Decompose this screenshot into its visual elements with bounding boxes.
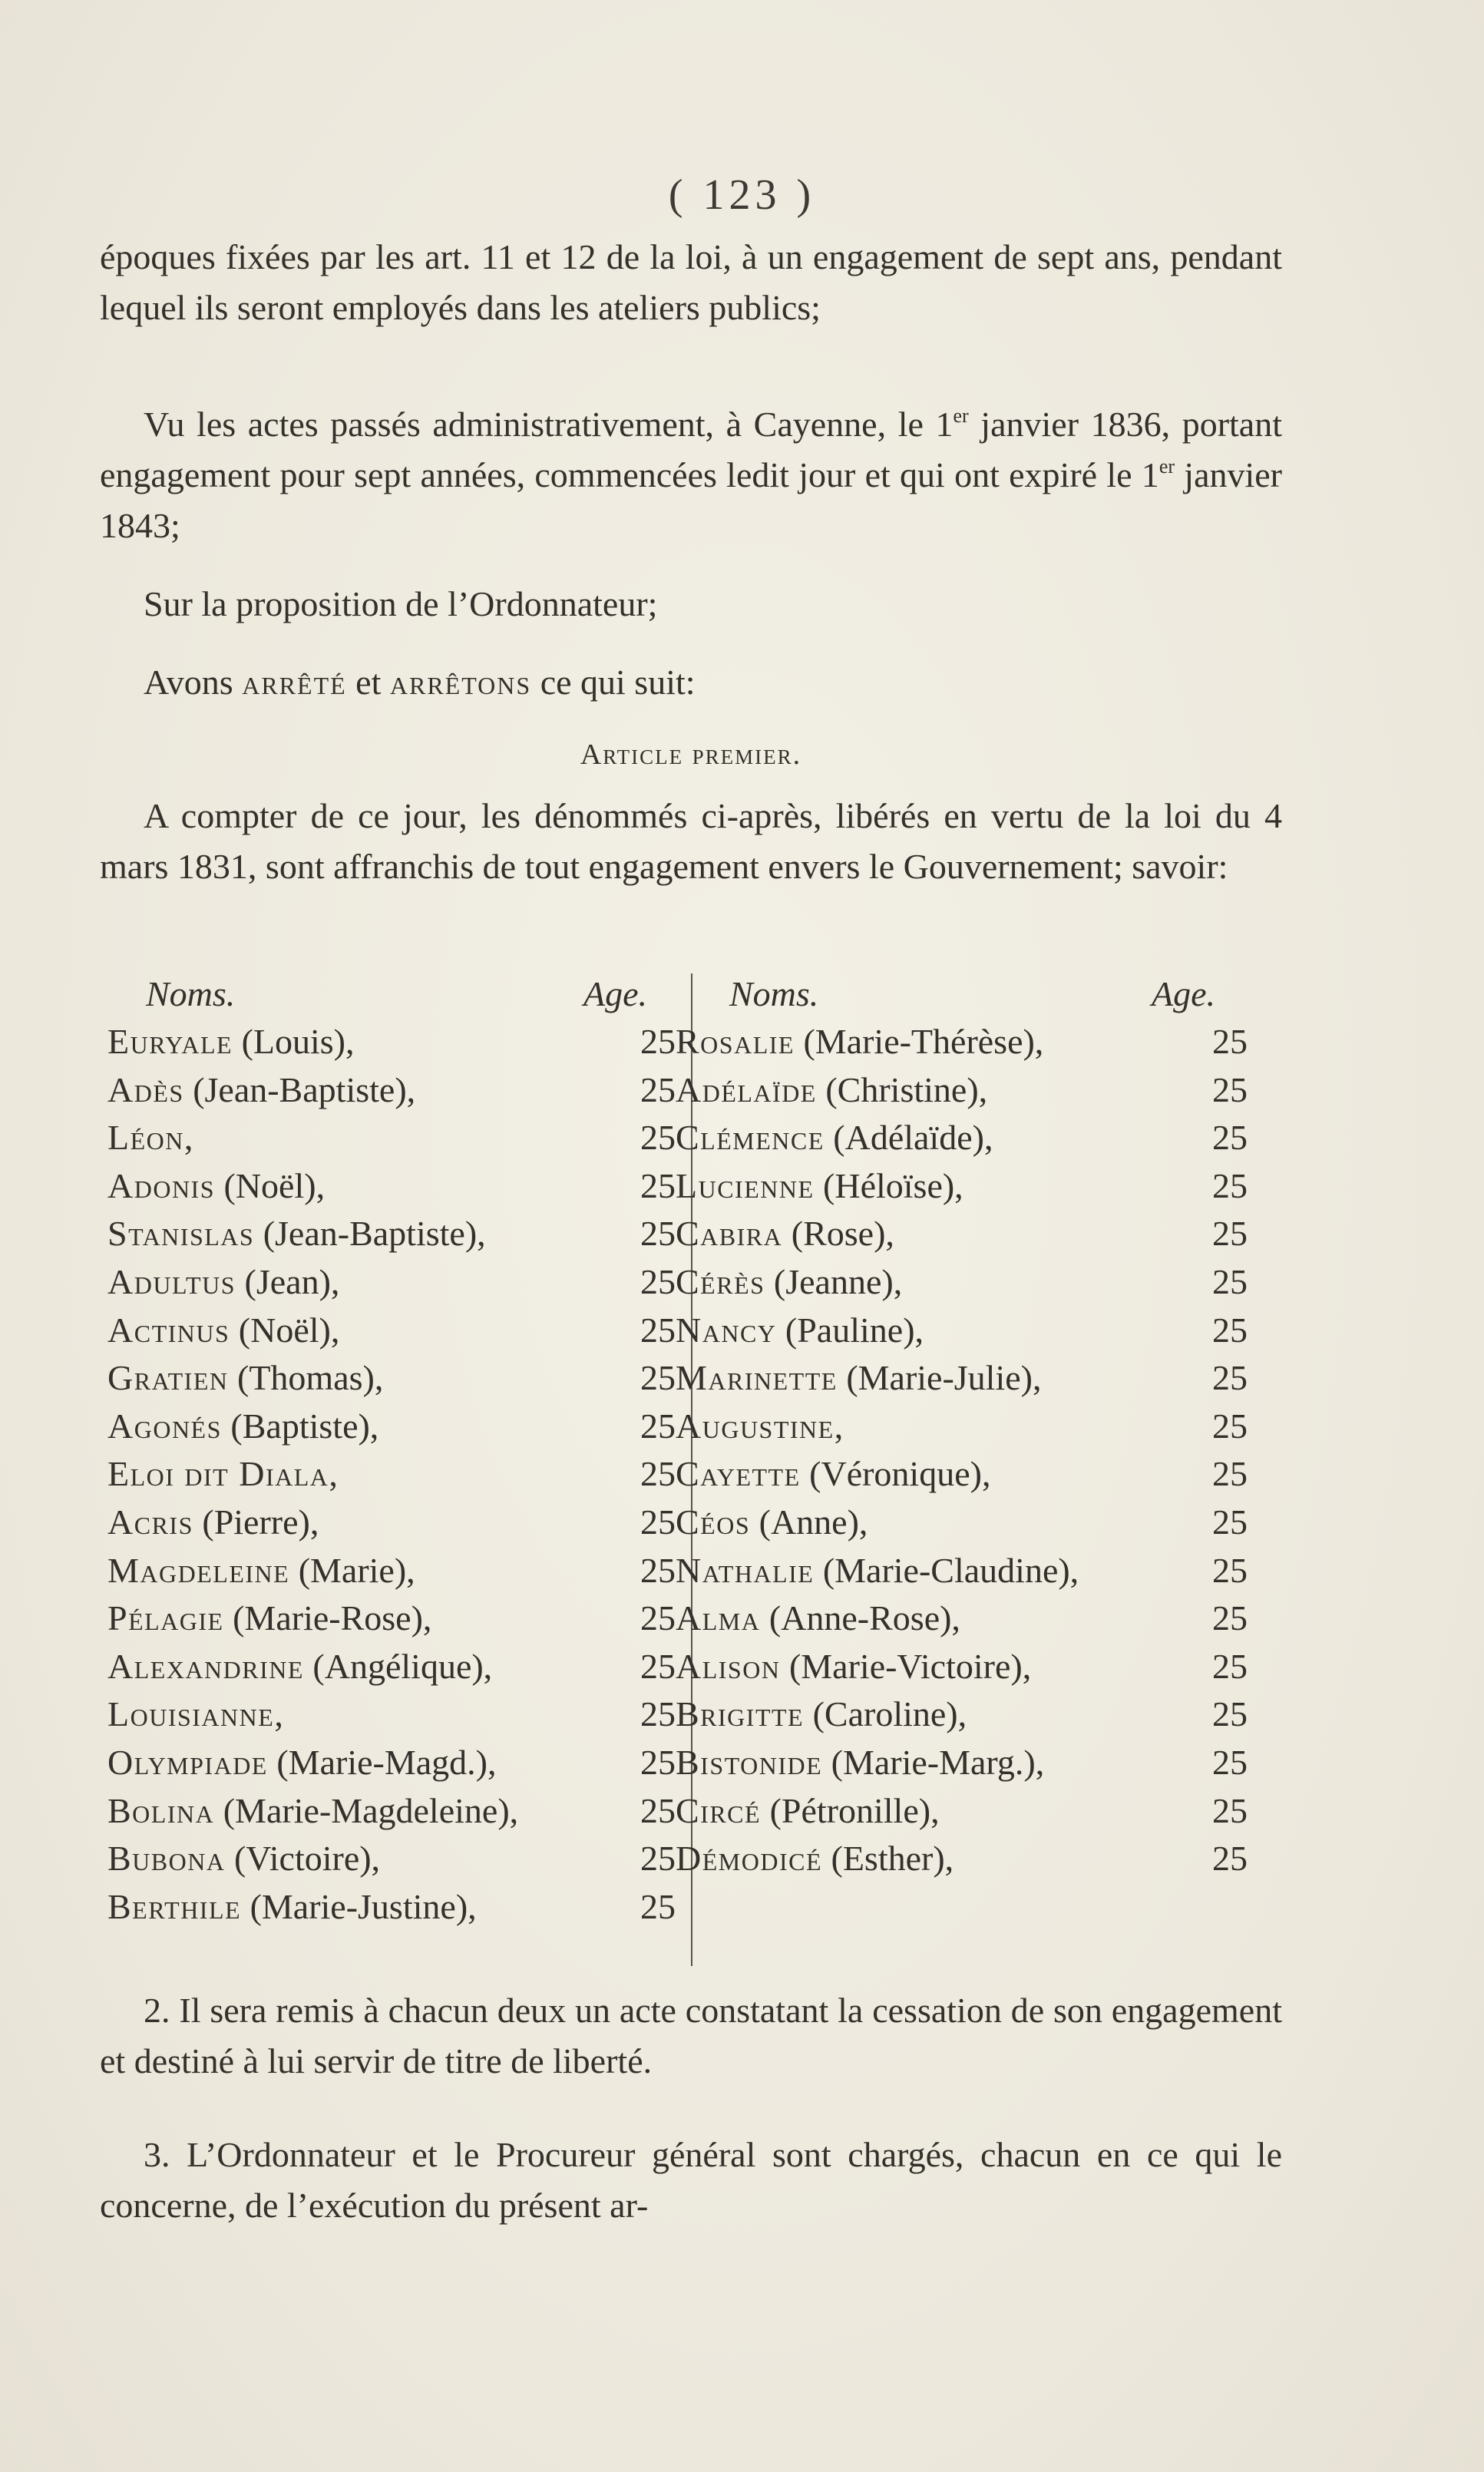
person-name [107,1406,630,1446]
person-given-name: (Esther), [822,1839,954,1879]
person-name [107,1310,630,1350]
person-name [107,1886,630,1927]
person-given-name: (Marie-Claudine), [814,1550,1079,1590]
name-row [676,1646,1248,1694]
name-row [676,1598,1248,1646]
name-row [676,1213,1248,1261]
person-surname: Agonés [107,1406,222,1446]
person-surname: Euryale [107,1022,233,1061]
person-name [676,1310,1201,1350]
person-age: 25 [640,1261,676,1301]
person-name [107,1742,630,1783]
name-row [676,1406,1248,1454]
person-surname: Alexandrine [107,1646,304,1686]
person-age: 25 [640,1454,676,1494]
page-number: ( 123 ) [668,171,816,219]
person-age: 25 [640,1022,676,1061]
name-row [676,1261,1248,1310]
person-surname: Gratien [107,1358,229,1398]
right-age-header: Age. [1152,974,1216,1013]
name-row [107,1598,676,1646]
person-surname: Cayette [676,1454,801,1494]
person-age: 25 [640,1118,676,1158]
person-name [676,1213,1201,1254]
person-given-name: (Jean-Baptiste), [254,1214,486,1254]
person-name [107,1069,630,1110]
person-given-name: (Héloïse), [814,1165,963,1205]
person-given-name: (Noël), [215,1165,326,1205]
person-surname: Cérès [676,1261,765,1301]
person-age: 25 [640,1214,676,1254]
person-surname: Stanislas [107,1214,255,1254]
person-surname: Clémence [676,1118,825,1158]
person-given-name: (Noël), [230,1310,340,1350]
name-row [676,1310,1248,1358]
person-name [676,1598,1201,1638]
name-row [107,1742,676,1790]
person-age: 25 [640,1742,676,1782]
person-given-name: (Anne-Rose), [760,1598,960,1638]
name-row [107,1646,676,1694]
person-age: 25 [1212,1742,1248,1782]
person-age: 25 [1212,1454,1248,1494]
person-name [107,1598,630,1638]
person-age: 25 [1212,1790,1248,1830]
person-given-name: (Véronique), [800,1454,991,1494]
person-given-name: (Marie-Magd.), [267,1742,497,1782]
person-age: 25 [1212,1310,1248,1350]
person-surname: Bolina [107,1790,215,1830]
person-given-name: (Angélique), [303,1646,493,1686]
name-row [676,1694,1248,1742]
person-given-name: , [183,1118,193,1158]
paragraph-vu: Vu les actes passés administrativement, à Cayenne, le 1er janvier 1836, portant engagement pour sept années, commencées ledit jour et qui ont expiré le 1er janvier 1843; [100,405,1283,545]
person-age: 25 [640,1310,676,1350]
name-row [676,1550,1248,1598]
person-name [107,1550,630,1591]
person-age: 25 [640,1502,676,1542]
person-given-name: , [329,1454,338,1494]
person-surname: Circé [676,1790,762,1830]
person-age: 25 [1212,1646,1248,1686]
person-given-name: (Baptiste), [221,1406,379,1446]
person-given-name: (Christine), [816,1069,988,1109]
person-given-name: (Anne), [750,1502,868,1542]
paragraph-liberes: A compter de ce jour, les dénommés ci-après, libérés en vertu de la loi du 4 mars 1831, sont affranchis de tout engagement envers le Gouvernement; savoir: [100,796,1282,886]
name-row [676,1165,1248,1214]
person-age: 25 [640,1550,676,1590]
person-given-name: (Pierre), [193,1502,319,1542]
paragraph-proposition: Sur la proposition de l’Ordonnateur; [144,584,658,623]
person-name [676,1117,1201,1158]
person-surname: Céos [676,1502,751,1542]
person-age: 25 [1212,1214,1248,1254]
person-name [676,1550,1201,1591]
person-name [676,1021,1201,1062]
paragraph-article-2: 2. Il sera remis à chacun deux un acte constatant la cessation de son engagement et destiné à lui servir de titre de liberté. [100,1991,1282,2080]
person-surname: Léon [107,1118,184,1158]
person-surname: Nathalie [676,1550,815,1590]
person-surname: Marinette [676,1358,838,1398]
person-surname: Acris [107,1502,193,1542]
name-row [676,1790,1248,1839]
person-age: 25 [640,1598,676,1638]
person-given-name: (Pauline), [776,1310,924,1350]
person-name [107,1165,630,1206]
person-name [107,1117,630,1158]
person-surname: Actinus [107,1310,230,1350]
name-row [107,1357,676,1406]
paragraph-arrete: Avons arrêté et arrêtons ce qui suit: [144,663,696,702]
person-age: 25 [1212,1118,1248,1158]
person-age: 25 [640,1694,676,1734]
person-given-name: (Louis), [233,1022,355,1061]
person-name [107,1790,630,1831]
person-name [676,1261,1201,1302]
person-name [676,1694,1201,1734]
name-row [676,1453,1248,1502]
person-name [107,1213,630,1254]
person-surname: Eloi dit Diala [107,1454,329,1494]
person-surname: Bubona [107,1839,226,1879]
person-given-name: (Marie-Julie), [837,1358,1042,1398]
name-row [107,1502,676,1550]
person-given-name: (Marie-Magdeleine), [214,1790,519,1830]
person-surname: Olympiade [107,1742,268,1782]
name-row [107,1838,676,1886]
person-age: 25 [640,1839,676,1879]
person-age: 25 [640,1358,676,1398]
right-name-header: Noms. [729,974,819,1013]
name-row [107,1694,676,1742]
person-age: 25 [1212,1502,1248,1542]
name-row [107,1406,676,1454]
person-name [676,1453,1201,1494]
name-row [676,1838,1248,1886]
person-given-name: (Marie-Justine), [241,1886,477,1926]
person-age: 25 [640,1886,676,1926]
name-row [107,1550,676,1598]
left-name-header: Noms. [146,974,236,1013]
person-given-name: (Marie-Marg.), [822,1742,1045,1782]
name-row [676,1021,1248,1069]
name-row [107,1213,676,1261]
person-given-name: (Adélaïde), [824,1118,993,1158]
left-age-header: Age. [583,974,648,1013]
person-age: 25 [1212,1165,1248,1205]
person-given-name: (Marie), [289,1550,415,1590]
person-age: 25 [1212,1358,1248,1398]
person-age: 25 [1212,1022,1248,1061]
person-name [107,1357,630,1398]
person-age: 25 [1212,1839,1248,1879]
person-age: 25 [1212,1261,1248,1301]
person-given-name: (Rose), [782,1214,894,1254]
person-name [107,1021,630,1062]
name-row [107,1165,676,1214]
person-given-name: (Jean-Baptiste), [183,1069,416,1109]
person-name [676,1742,1201,1783]
person-age: 25 [1212,1406,1248,1446]
name-row [676,1357,1248,1406]
name-row [676,1502,1248,1550]
person-surname: Rosalie [676,1022,795,1061]
person-given-name: (Marie-Rose), [223,1598,432,1638]
person-name [107,1261,630,1302]
person-surname: Alma [676,1598,761,1638]
person-age: 25 [1212,1598,1248,1638]
person-surname: Bistonide [676,1742,823,1782]
paragraph-continuation [100,232,1282,333]
person-surname: Nancy [676,1310,777,1350]
person-surname: Adélaïde [676,1069,817,1109]
names-column-right [676,1021,1248,1886]
paragraph-text: époques fixées par les art. 11 et 12 de la loi, à un engagement de sept ans, pendant lequel ils seront employés dans les ateliers publics; [100,237,1282,327]
person-surname: Cabira [676,1214,783,1254]
name-row [676,1117,1248,1165]
person-name [107,1453,630,1494]
person-given-name: (Marie-Thérèse), [794,1022,1044,1061]
person-name [676,1838,1201,1879]
person-given-name: (Marie-Victoire), [780,1646,1032,1686]
person-surname: Alison [676,1646,781,1686]
person-surname: Adès [107,1069,184,1109]
person-name [107,1646,630,1687]
person-age: 25 [640,1406,676,1446]
name-row [107,1886,676,1935]
name-row [676,1069,1248,1118]
person-name [676,1165,1201,1206]
person-name [676,1357,1201,1398]
name-row [107,1117,676,1165]
person-given-name: (Pétronille), [761,1790,940,1830]
person-name [676,1790,1201,1831]
person-surname: Lucienne [676,1165,815,1205]
person-surname: Berthile [107,1886,242,1926]
person-name [676,1069,1201,1110]
person-surname: Pélagie [107,1598,224,1638]
name-row [107,1453,676,1502]
person-age: 25 [1212,1550,1248,1590]
person-surname: Augustine [676,1406,835,1446]
name-row [107,1069,676,1118]
person-given-name: , [834,1406,844,1446]
person-surname: Démodicé [676,1839,822,1879]
name-row [107,1261,676,1310]
person-surname: Adultus [107,1261,236,1301]
person-name [676,1646,1201,1687]
paragraph-article-3: 3. L’Ordonnateur et le Procureur général sont chargés, chacun en ce qui le concerne, de l’exécution du présent ar- [100,2135,1282,2225]
article-heading: Article premier. [580,739,802,771]
person-age: 25 [640,1790,676,1830]
person-given-name: (Caroline), [804,1694,967,1734]
person-given-name: (Victoire), [225,1839,381,1879]
person-given-name: (Jean), [236,1261,340,1301]
name-row [107,1021,676,1069]
person-given-name: , [274,1694,283,1734]
person-name [676,1406,1201,1446]
person-surname: Adonis [107,1165,216,1205]
person-age: 25 [640,1069,676,1109]
person-surname: Brigitte [676,1694,805,1734]
person-age: 25 [640,1165,676,1205]
person-age: 25 [1212,1694,1248,1734]
person-given-name: (Jeanne), [765,1261,903,1301]
person-age: 25 [1212,1069,1248,1109]
person-name [676,1502,1201,1542]
person-name [107,1838,630,1879]
name-row [107,1310,676,1358]
person-surname: Louisianne [107,1694,275,1734]
names-column-left [107,1021,676,1934]
person-given-name: (Thomas), [228,1358,384,1398]
person-name [107,1694,630,1734]
person-age: 25 [640,1646,676,1686]
name-row [676,1742,1248,1790]
person-name [107,1502,630,1542]
name-row [107,1790,676,1839]
person-surname: Magdeleine [107,1550,290,1590]
